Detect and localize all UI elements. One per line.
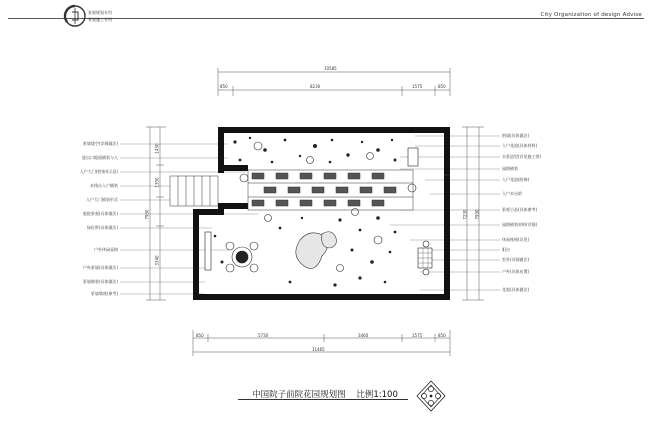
right-label: 阳台	[502, 247, 510, 252]
right-label: 入户花池(具体材料)	[502, 143, 538, 148]
left-label: 景墙铺装(具体做法)	[82, 279, 118, 284]
left-label: 木栈台入户铺装	[90, 183, 118, 188]
dim-top-part-4: 850	[438, 84, 446, 89]
dim-top-part-2: 8230	[310, 84, 321, 89]
compass-icon	[416, 380, 446, 412]
left-label: 户外景墙(具体做法)	[82, 265, 118, 270]
right-label: 围墙(具体做法)	[502, 133, 530, 138]
logo-text-line-1: 景观规划专用	[88, 10, 112, 15]
left-label: 进出口地面铺装与入	[82, 155, 118, 160]
drawing-title-main: 中国院子前院花园规划图	[252, 390, 346, 400]
right-label: 休闲座椅(详见)	[502, 237, 530, 242]
right-label: 室外(详细做法)	[502, 257, 530, 262]
left-label: 入户大门铺装形式	[86, 197, 118, 202]
dim-top-overall: 10585	[324, 66, 337, 71]
right-label: 入户花池(阶梯)	[502, 177, 530, 182]
left-label: 景墙镂空(详细做法)	[82, 141, 118, 146]
dim-bottom-part-2: 5730	[258, 333, 269, 338]
right-label: 户外(具体布置)	[502, 269, 530, 274]
dim-bottom-part-4: 1575	[412, 333, 423, 338]
right-label: 花架(具体做法)	[502, 287, 530, 292]
dim-bottom-overall: 11465	[312, 347, 325, 352]
dim-right-overall: 7930	[474, 209, 480, 220]
left-label: 庭院景观(具体做法)	[82, 211, 118, 216]
right-label: 入户木台阶	[502, 191, 522, 196]
drawing-scale: 比例1:100	[356, 390, 398, 400]
right-label: 景观小品(具体参考)	[502, 207, 538, 212]
dim-bottom-part-3: 3460	[358, 333, 369, 338]
logo-text-line-2: 景观施工专用	[88, 17, 112, 22]
dim-bottom-part-1: 850	[196, 333, 204, 338]
header-subtitle: City Organization of design Advise	[540, 12, 642, 18]
title-underline	[238, 399, 408, 400]
dim-bottom-part-5: 850	[438, 333, 446, 338]
dim-top-part-3: 1575	[412, 84, 423, 89]
left-label: 绿化带(具体做法)	[86, 225, 118, 230]
dim-left-overall: 7930	[144, 209, 150, 220]
dim-left-2: 1350	[154, 177, 160, 188]
right-label: 园路铺装材料(详细)	[502, 222, 538, 227]
left-label: 户外休闲桌椅	[94, 247, 118, 252]
right-label: 水景造型(详见施工图)	[502, 154, 542, 159]
right-label: 园路铺装	[502, 166, 518, 171]
left-label: 入户大门(装饰)(示意)	[79, 169, 118, 174]
dim-left-3: 3340	[154, 255, 160, 266]
dim-left-1: 1430	[154, 143, 160, 154]
dim-top-part-1: 850	[220, 84, 228, 89]
dim-right-1: 7230	[462, 209, 468, 220]
left-label: 景墙墩座(参考)	[90, 291, 118, 296]
